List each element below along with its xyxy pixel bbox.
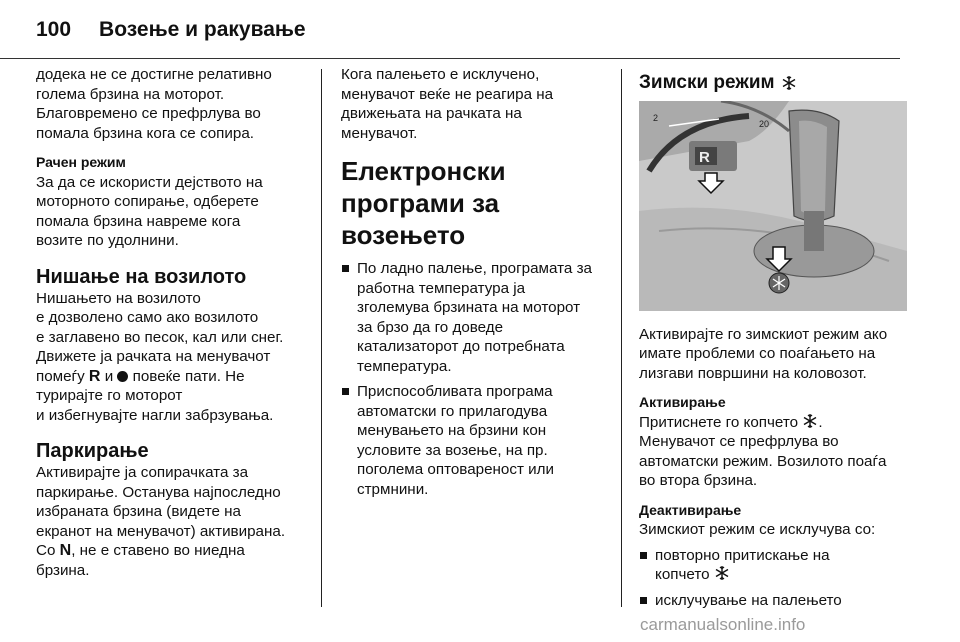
column-left <box>36 65 308 590</box>
column-right <box>639 65 907 618</box>
display-gear-char: R <box>699 148 710 166</box>
activation-text <box>639 413 907 491</box>
gear-n-symbol: N <box>59 542 72 559</box>
header-rule <box>0 58 900 59</box>
deactivation-heading: Деактивирање <box>639 501 742 518</box>
deactivation-list <box>639 546 907 611</box>
parking-text <box>36 463 308 580</box>
programs-list <box>341 259 606 499</box>
gear-r-symbol: R <box>88 367 101 385</box>
drive-dot-icon <box>117 371 128 382</box>
manual-mode-heading: Рачен режим <box>36 154 126 170</box>
bullet-icon <box>342 388 349 395</box>
rocking-text-part2: повеќе пати. Не турирајте го моторот и избегнувајте нагли забрзувања. <box>36 367 274 424</box>
winter-mode-title: Зимски режим <box>639 72 775 93</box>
bullet-icon <box>640 597 647 604</box>
intro-paragraph: додека не се достигне релативно голема брзина на моторот. Благовремено се префрлува во помала брзина кога се сопира. <box>36 66 272 142</box>
list-item <box>341 382 606 499</box>
activation-text-part1: Притиснете го копчето <box>639 413 803 431</box>
winter-mode-heading <box>639 73 907 93</box>
chapter-title: Возење и ракување <box>99 18 306 41</box>
snowflake-icon <box>781 75 797 91</box>
rocking-text <box>36 289 308 426</box>
snowflake-icon <box>802 413 818 429</box>
list-item <box>639 591 907 611</box>
manual-mode-text: За да се искористи дејството на моторното сопирање, одберете помала брзина навреме кога возите по удолнини. <box>36 173 263 249</box>
column-divider <box>621 69 622 607</box>
gear-selector-illustration <box>639 101 907 311</box>
rocking-and: и <box>100 367 118 385</box>
page-header <box>36 10 306 50</box>
ignition-paragraph: Кога палењето е исклучено, менувачот веќе не реагира на движењата на рачката на менувачот. <box>341 66 554 142</box>
parking-heading: Паркирање <box>36 440 149 462</box>
winter-intro: Активирајте го зимскиот режим ако имате проблеми со поаѓањето на лизгави површини на коловозот. <box>639 325 888 382</box>
dial-label-right: 20 <box>759 118 770 129</box>
column-middle <box>341 65 606 507</box>
list-item <box>639 546 907 585</box>
dial-label-left: 2 <box>653 112 659 123</box>
deactivation-text: Зимскиот режим се исклучува со: <box>639 521 876 538</box>
snowflake-icon <box>714 565 730 581</box>
list-item-text: повторно притискање на копчето <box>655 546 830 583</box>
bullet-icon <box>342 265 349 272</box>
activation-text-part2: . Менувачот се префрлува во автоматски режим. Возилото поаѓа во втора брзина. <box>639 413 887 489</box>
activation-heading: Активирање <box>639 394 726 410</box>
column-divider <box>321 69 322 607</box>
parking-text-part1: Активирајте ја сопирачката за паркирање. Останува најпоследно избраната брзина (видете на екранот на менувачот) активирана. Со <box>36 464 286 559</box>
rocking-heading: Нишање на возилото <box>36 265 247 288</box>
list-item-text: исклучување на палењето <box>655 591 842 609</box>
watermark: carmanualsonline.info <box>640 615 806 634</box>
rocking-text-part1: Нишањето на возилото е дозволено само ако возилото е заглавено во песок, кал или снег. Движете ја рачката на менувачот помеѓу <box>36 289 284 385</box>
page-number: 100 <box>36 18 72 41</box>
programs-heading: Електронски програми за возењето <box>341 156 506 250</box>
list-item-text: Приспособливата програма автоматски го прилагодува менувањето на брзини кон условите за возење, на пр. поголема оптовареност или стрмнини. <box>357 383 554 498</box>
list-item-text: По ладно палење, програмата за работна температура ја зголемува брзината на моторот за брзо да го доведе катализаторот до потребната температура. <box>357 260 592 375</box>
parking-text-part2: , не е ставено во ниедна брзина. <box>36 542 245 579</box>
list-item <box>341 259 606 376</box>
bullet-icon <box>640 552 647 559</box>
